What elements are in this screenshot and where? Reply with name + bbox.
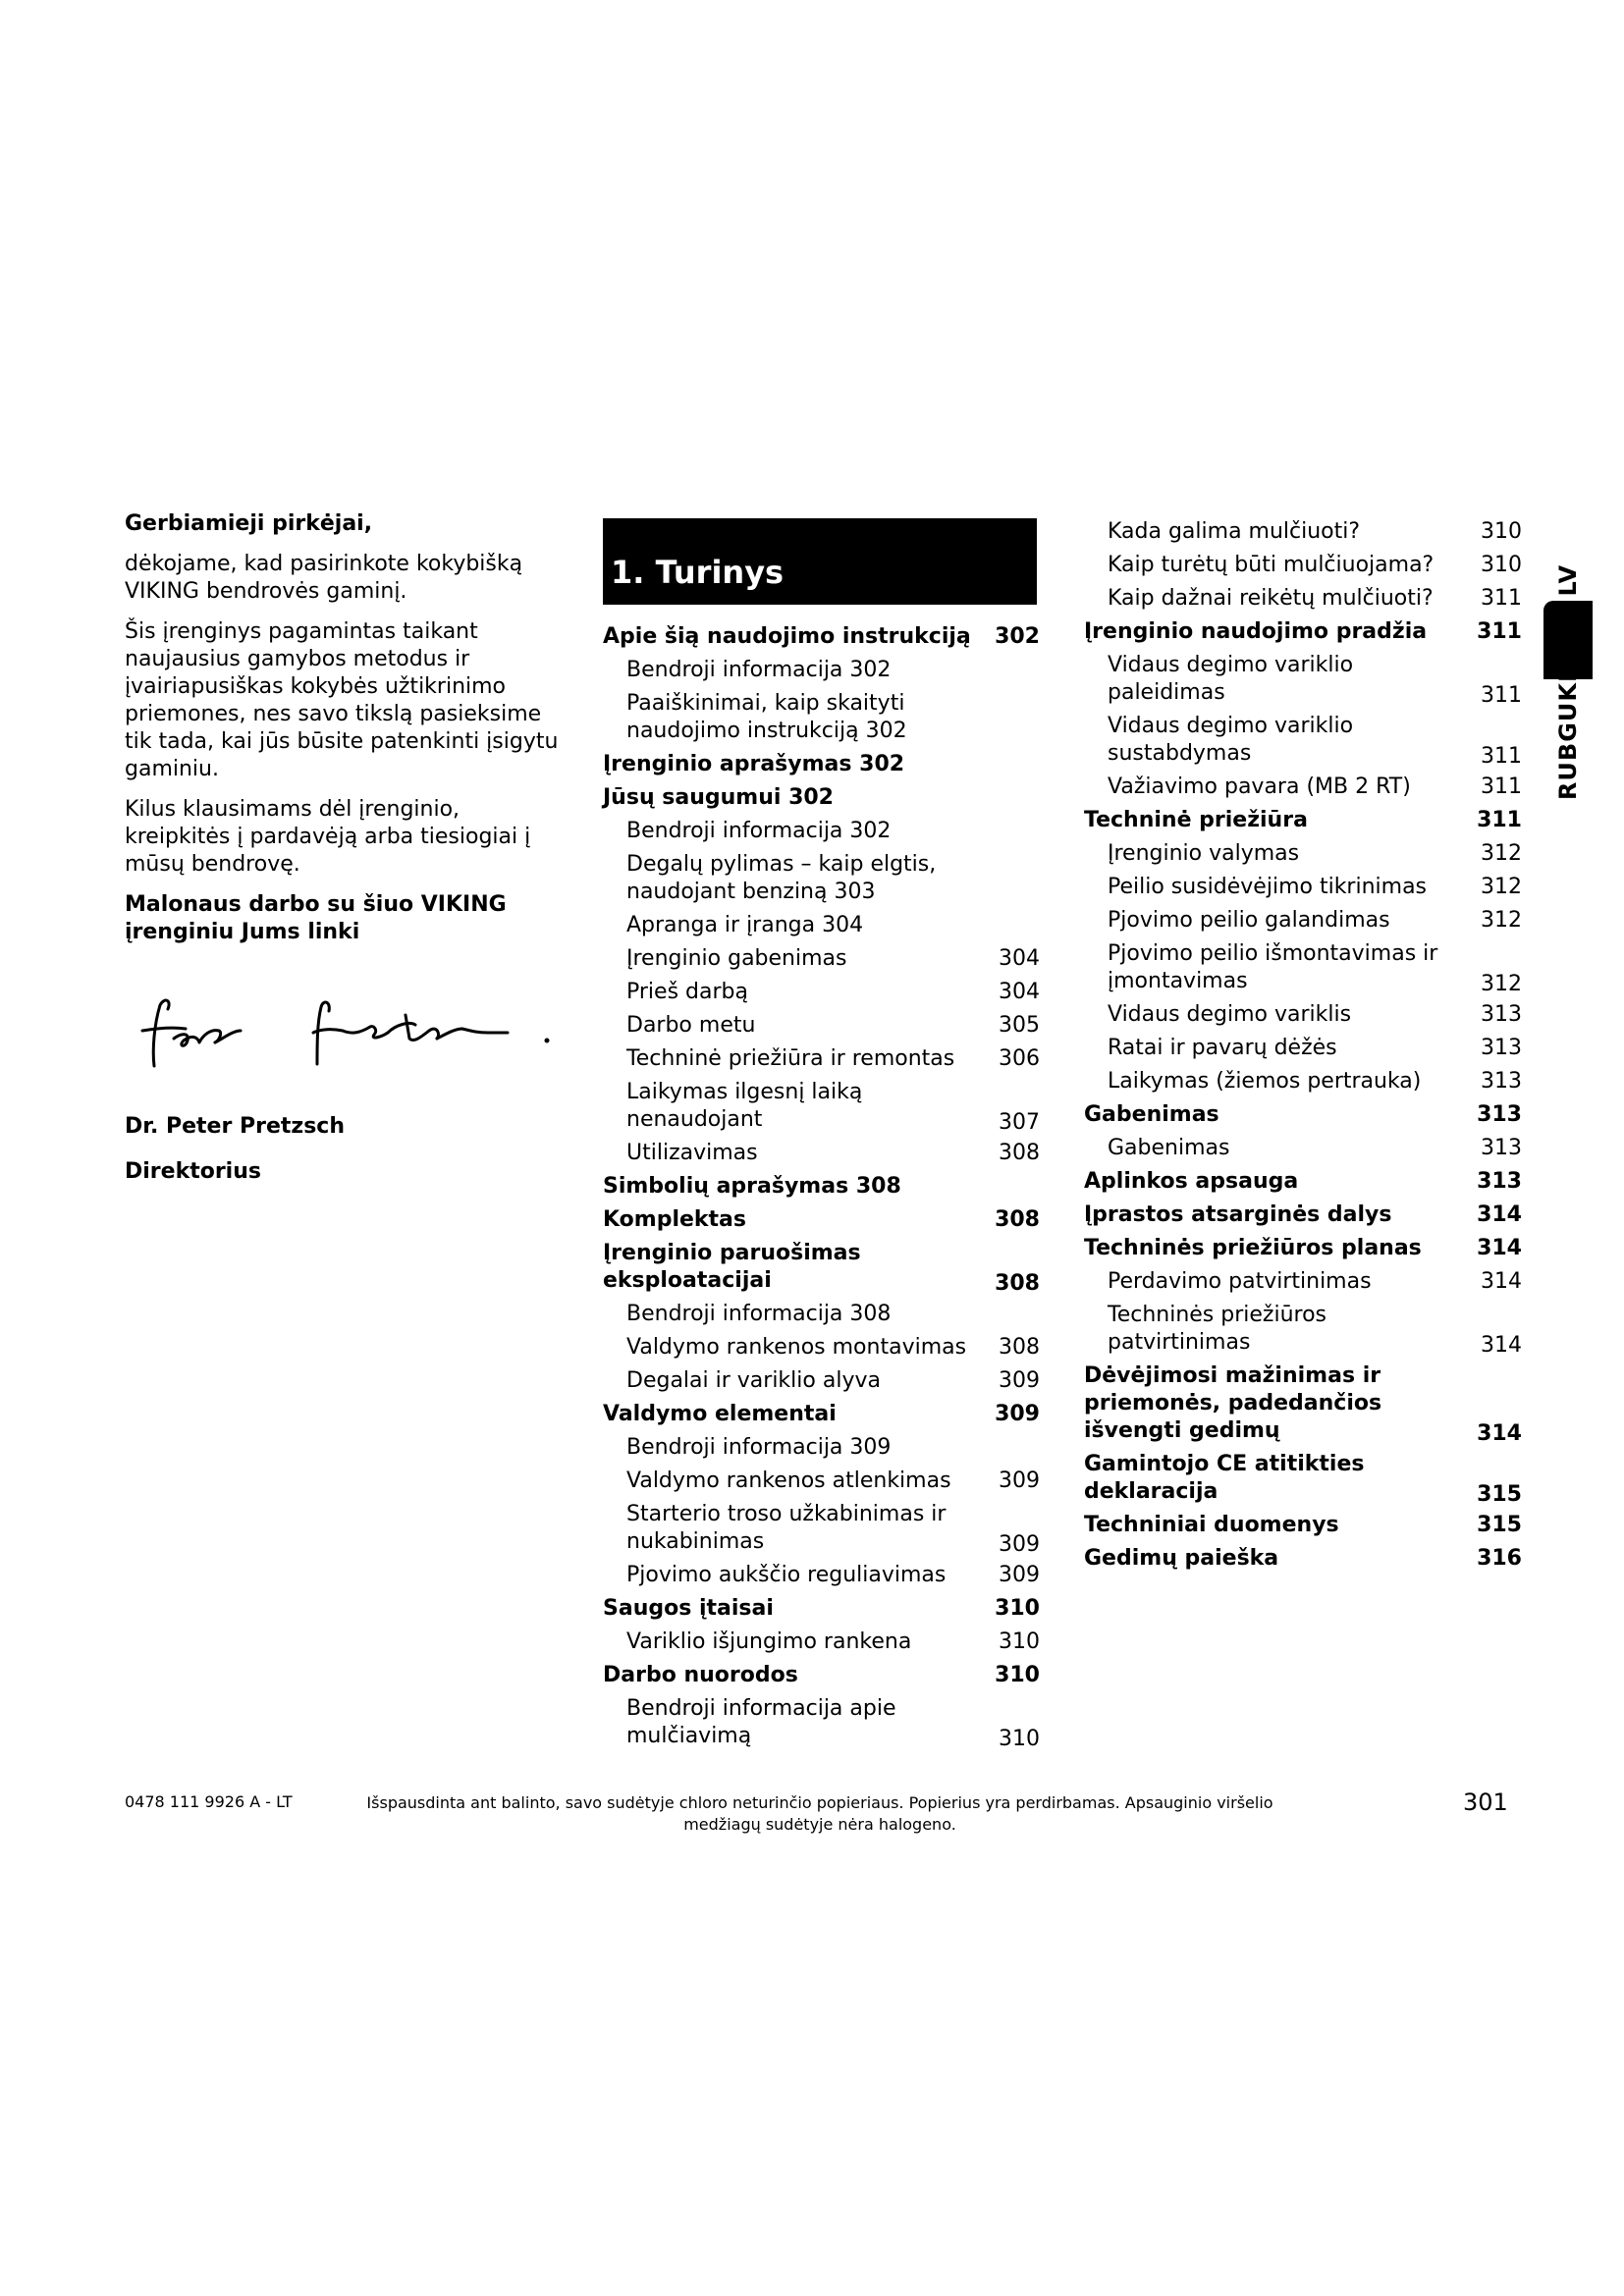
toc-entry-page: 305 — [999, 1013, 1040, 1038]
toc-entry-page: 310 — [999, 1629, 1040, 1654]
toc-entry-title: Kaip dažnai reikėtų mulčiuoti? — [1108, 586, 1434, 611]
toc-entry — [603, 815, 1040, 848]
toc-entry-page: 313 — [1477, 1169, 1522, 1194]
toc-entry-page: 312 — [1481, 875, 1522, 899]
toc-entry — [603, 1076, 1040, 1137]
toc-entry-title: Valdymo rankenos atlenkimas — [626, 1468, 951, 1493]
signer-name: Dr. Peter Pretzsch — [125, 1114, 345, 1139]
toc-entry-title: Techninės priežiūros patvirtinimas — [1108, 1303, 1327, 1355]
toc-entry-title: Jūsų saugumui 302 — [603, 785, 834, 810]
toc-entry-title: Techninė priežiūra — [1084, 808, 1308, 832]
toc-entry-title: Perdavimo patvirtinimas — [1108, 1269, 1372, 1294]
toc-entry-title: Starterio troso užkabinimas ir nukabinimas — [626, 1502, 947, 1554]
toc-header — [603, 518, 1037, 605]
paper-note: Išspausdinta ant balinto, savo sudėtyje chloro neturinčio popieriaus. Popierius yra perdirbamas. Apsauginio viršelio medžiagų sudėtyje nėra halogeno. — [366, 1793, 1273, 1834]
toc-entry — [1084, 871, 1522, 904]
toc-entry — [603, 1042, 1040, 1076]
greeting: Gerbiamieji pirkėjai, — [125, 511, 373, 536]
toc-entry — [1084, 549, 1522, 582]
toc-entry-page: 312 — [1481, 841, 1522, 866]
signer-title: Direktorius — [125, 1159, 261, 1184]
toc-entry — [603, 1559, 1040, 1592]
toc-entry-page: 312 — [1481, 908, 1522, 933]
toc-entry-page: 310 — [1481, 553, 1522, 577]
toc-entry-title: Bendroji informacija 308 — [626, 1302, 892, 1326]
toc-entry-title: Bendroji informacija 309 — [626, 1435, 892, 1460]
toc-entry — [1084, 649, 1522, 710]
toc-entry-page: 311 — [1481, 586, 1522, 611]
toc-entry — [603, 1203, 1040, 1237]
toc-entry — [1084, 1132, 1522, 1165]
page-number: 301 — [1463, 1789, 1508, 1816]
toc-entry-title: Vidaus degimo variklio sustabdymas — [1108, 714, 1354, 766]
toc-entry-page: 307 — [999, 1110, 1040, 1135]
toc-entry-page: 312 — [1481, 972, 1522, 996]
toc-entry-title: Darbo nuorodos — [603, 1663, 798, 1687]
toc-entry — [603, 976, 1040, 1009]
toc-entry — [1084, 515, 1522, 549]
toc-entry-page: 310 — [995, 1596, 1040, 1621]
toc-entry — [603, 1659, 1040, 1692]
toc-entry — [603, 1237, 1040, 1298]
toc-entry-title: Įrenginio gabenimas — [626, 946, 847, 971]
toc-entry-title: Valdymo elementai — [603, 1402, 837, 1426]
toc-column-left — [603, 620, 1040, 1753]
toc-entry-page: 302 — [995, 624, 1040, 649]
toc-entry-title: Apranga ir įranga 304 — [626, 913, 864, 937]
toc-entry-page: 316 — [1477, 1546, 1522, 1571]
toc-entry-title: Įrenginio aprašymas 302 — [603, 752, 905, 776]
toc-entry-page: 309 — [999, 1368, 1040, 1393]
toc-entry — [1084, 904, 1522, 937]
toc-entry-page: 308 — [999, 1335, 1040, 1360]
toc-entry — [603, 654, 1040, 687]
toc-entry — [1084, 1360, 1522, 1448]
toc-entry — [603, 1592, 1040, 1626]
toc-entry — [1084, 1232, 1522, 1265]
toc-entry — [1084, 1199, 1522, 1232]
toc-entry-page: 313 — [1481, 1002, 1522, 1027]
toc-entry-title: Aplinkos apsauga — [1084, 1169, 1299, 1194]
toc-entry — [1084, 771, 1522, 804]
toc-entry — [603, 1431, 1040, 1465]
toc-entry-title: Vidaus degimo variklis — [1108, 1002, 1352, 1027]
toc-entry — [603, 1170, 1040, 1203]
toc-entry-title: Vidaus degimo variklio paleidimas — [1108, 653, 1354, 705]
toc-entry-title: Įprastos atsarginės dalys — [1084, 1202, 1392, 1227]
toc-entry-page: 308 — [995, 1207, 1040, 1232]
toc-entry-title: Bendroji informacija 302 — [626, 819, 892, 843]
toc-entry — [603, 848, 1040, 909]
toc-entry-title: Kada galima mulčiuoti? — [1108, 519, 1361, 544]
letter-paragraph: Šis įrenginys pagamintas taikant naujausius gamybos metodus ir įvairiapusiškas kokybės užtikrinimo priemones, nes savo tikslą pasieksime tik tada, kai jūs būsite patenkinti įsigytu gaminiu. — [125, 619, 559, 781]
toc-entry-page: 310 — [995, 1663, 1040, 1687]
toc-entry — [603, 781, 1040, 815]
toc-entry-title: Pjovimo peilio galandimas — [1108, 908, 1390, 933]
toc-entry-page: 313 — [1481, 1036, 1522, 1060]
toc-entry — [603, 1137, 1040, 1170]
toc-entry-page: 310 — [999, 1727, 1040, 1751]
toc-entry-page: 311 — [1481, 744, 1522, 769]
toc-entry-title: Įrenginio naudojimo pradžia — [1084, 619, 1428, 644]
toc-entry-page: 308 — [999, 1141, 1040, 1165]
toc-entry — [1084, 1098, 1522, 1132]
toc-entry-title: Gedimų paieška — [1084, 1546, 1279, 1571]
toc-entry-title: Kaip turėtų būti mulčiuojama? — [1108, 553, 1435, 577]
letter-paragraph: Kilus klausimams dėl įrenginio, kreipkitės į pardavėją arba tiesiogiai į mūsų bendrovę. — [125, 797, 531, 877]
toc-entry-title: Gabenimas — [1084, 1102, 1219, 1127]
toc-entry-page: 314 — [1477, 1202, 1522, 1227]
toc-entry — [1084, 1448, 1522, 1509]
toc-entry-page: 311 — [1481, 774, 1522, 799]
toc-entry-title: Techninės priežiūros planas — [1084, 1236, 1422, 1260]
toc-entry-title: Laikymas ilgesnį laiką nenaudojant — [626, 1080, 863, 1132]
document-code: 0478 111 9926 A - LT — [125, 1792, 293, 1811]
letter-closing: Malonaus darbo su šiuo VIKING įrenginiu Jums linki — [125, 892, 507, 944]
letter-paragraph: dėkojame, kad pasirinkote kokybišką VIKING bendrovės gaminį. — [125, 552, 523, 604]
toc-entry-title: Prieš darbą — [626, 980, 748, 1004]
toc-entry — [603, 1009, 1040, 1042]
toc-entry-title: Variklio išjungimo rankena — [626, 1629, 912, 1654]
toc-entry — [1084, 937, 1522, 998]
toc-entry — [1084, 804, 1522, 837]
toc-entry — [603, 1692, 1040, 1753]
letter — [125, 510, 567, 1199]
toc-entry-title: Pjovimo peilio išmontavimas ir įmontavimas — [1108, 941, 1438, 993]
toc-entry-page: 304 — [999, 980, 1040, 1004]
toc-entry-title: Techniniai duomenys — [1084, 1513, 1339, 1537]
toc-entry-title: Bendroji informacija apie mulčiavimą — [626, 1696, 896, 1748]
toc-entry-title: Apie šią naudojimo instrukciją — [603, 624, 971, 649]
toc-entry-title: Važiavimo pavara (MB 2 RT) — [1108, 774, 1411, 799]
toc-entry — [603, 1498, 1040, 1559]
toc-entry-page: 313 — [1481, 1136, 1522, 1160]
toc-entry-page: 308 — [995, 1271, 1040, 1296]
toc-entry — [603, 1364, 1040, 1398]
toc-entry — [1084, 582, 1522, 615]
toc-entry-title: Paaiškinimai, kaip skaityti naudojimo instrukciją 302 — [626, 691, 907, 743]
toc-entry-page: 311 — [1481, 683, 1522, 708]
toc-entry-title: Degalai ir variklio alyva — [626, 1368, 881, 1393]
toc-entry — [603, 1398, 1040, 1431]
toc-entry-page: 309 — [999, 1563, 1040, 1587]
toc-entry-title: Pjovimo aukščio reguliavimas — [626, 1563, 947, 1587]
toc-entry — [603, 1298, 1040, 1331]
side-tab-label: RUBGUKETO LV — [1554, 563, 1582, 801]
toc-entry-title: Darbo metu — [626, 1013, 756, 1038]
toc-entry-title: Laikymas (žiemos pertrauka) — [1108, 1069, 1422, 1094]
toc-entry-page: 313 — [1477, 1102, 1522, 1127]
toc-entry-title: Saugos įtaisai — [603, 1596, 774, 1621]
toc-entry-page: 309 — [999, 1532, 1040, 1557]
toc-entry — [1084, 837, 1522, 871]
toc-entry-page: 310 — [1481, 519, 1522, 544]
toc-entry — [603, 620, 1040, 654]
toc-entry-page: 314 — [1477, 1236, 1522, 1260]
toc-entry-title: Degalų pylimas – kaip elgtis, naudojant benziną 303 — [626, 852, 937, 904]
toc-entry — [1084, 615, 1522, 649]
toc-entry-title: Gabenimas — [1108, 1136, 1230, 1160]
toc-entry-title: Įrenginio valymas — [1108, 841, 1300, 866]
toc-entry-page: 314 — [1481, 1333, 1522, 1358]
toc-entry — [603, 1465, 1040, 1498]
language-side-tab — [1543, 530, 1593, 834]
toc-entry — [1084, 1542, 1522, 1575]
toc-entry-page: 314 — [1481, 1269, 1522, 1294]
toc-entry-title: Simbolių aprašymas 308 — [603, 1174, 901, 1199]
toc-entry — [1084, 1265, 1522, 1299]
toc-entry — [603, 1626, 1040, 1659]
toc-entry — [1084, 710, 1522, 771]
toc-entry-page: 315 — [1477, 1482, 1522, 1507]
toc-entry — [603, 687, 1040, 748]
toc-entry — [1084, 998, 1522, 1032]
toc-entry-page: 311 — [1477, 619, 1522, 644]
toc-entry-page: 311 — [1477, 808, 1522, 832]
toc-entry — [1084, 1165, 1522, 1199]
toc-entry-title: Įrenginio paruošimas eksploatacijai — [603, 1241, 861, 1293]
toc-entry-page: 306 — [999, 1046, 1040, 1071]
toc-entry-page: 309 — [995, 1402, 1040, 1426]
handwritten-signature — [125, 995, 557, 1074]
toc-entry-title: Dėvėjimosi mažinimas ir priemonės, padedančios išvengti gedimų — [1084, 1363, 1382, 1443]
toc-entry-title: Gamintojo CE atitikties deklaracija — [1084, 1452, 1365, 1504]
toc-entry — [1084, 1509, 1522, 1542]
toc-title: 1. Turinys — [611, 554, 785, 591]
toc-entry-page: 314 — [1477, 1421, 1522, 1446]
toc-entry-title: Ratai ir pavarų dėžės — [1108, 1036, 1337, 1060]
toc-entry-page: 304 — [999, 946, 1040, 971]
toc-entry — [603, 748, 1040, 781]
toc-entry — [1084, 1299, 1522, 1360]
toc-entry — [603, 942, 1040, 976]
toc-entry-title: Utilizavimas — [626, 1141, 758, 1165]
toc-entry — [1084, 1065, 1522, 1098]
toc-entry — [603, 1331, 1040, 1364]
toc-entry-title: Valdymo rankenos montavimas — [626, 1335, 967, 1360]
toc-entry-page: 315 — [1477, 1513, 1522, 1537]
toc-entry-title: Techninė priežiūra ir remontas — [626, 1046, 955, 1071]
toc-entry-title: Bendroji informacija 302 — [626, 658, 892, 682]
toc-column-right — [1084, 515, 1522, 1575]
toc-entry-title: Komplektas — [603, 1207, 746, 1232]
toc-entry-page: 313 — [1481, 1069, 1522, 1094]
toc-entry — [603, 909, 1040, 942]
toc-entry-page: 309 — [999, 1468, 1040, 1493]
toc-entry-title: Peilio susidėvėjimo tikrinimas — [1108, 875, 1428, 899]
toc-entry — [1084, 1032, 1522, 1065]
